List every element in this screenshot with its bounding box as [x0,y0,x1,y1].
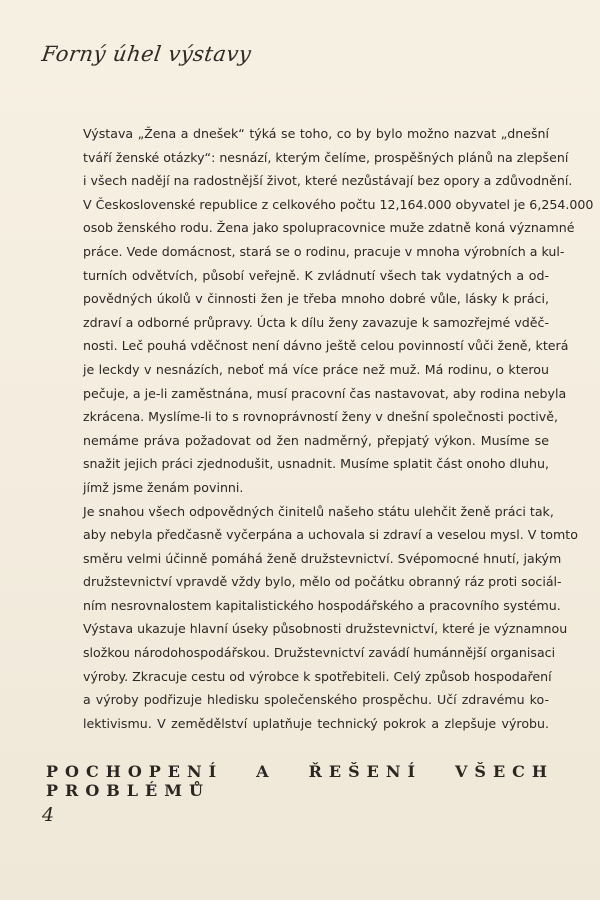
body-line: osob ženského rodu. Žena jako spolupracovnice muže zdatně koná významné [83,220,575,236]
body-line: povědných úkolů v činnosti žen je třeba mnoho dobré vůle, lásky k práci, [83,291,549,307]
footer-title-word: PROBLÉMŮ [46,781,210,800]
body-line: tváří ženské otázky“: nesnází, kterým čelíme, prospěšných plánů na zlepšení [83,149,569,165]
body-line: směru velmi účinně pomáhá ženě družstevnictví. Svépomocné hnutí, jakým [83,550,562,566]
body-line: práce. Vede domácnost, stará se o rodinu, pracuje v mnoha výrobních a kul- [83,243,565,259]
body-line: ním nesrovnalostem kapitalistického hospodářského a pracovního systému. [83,597,561,613]
body-line: výroby. Zkracuje cestu od výrobce k spotřebiteli. Celý způsob hospodaření [83,668,552,684]
body-line: pečuje, a je-li zaměstnána, musí pracovní čas nastavovat, aby rodina nebyla [83,385,567,401]
body-line: jímž jsme ženám povinni. [83,479,244,495]
body-line: zdraví a odborné průpravy. Úcta k dílu ženy zavazuje k samozřejmé vděč- [83,314,549,330]
body-line: V Československé republice z celkového počtu 12,164.000 obyvatel je 6,254.000 [83,196,594,212]
body-line: Výstava ukazuje hlavní úseky působnosti družstevnictví, které je významnou [83,621,568,637]
body-line: nosti. Leč pouhá vděčnost není dávno ještě celou povinností vůči ženě, která [83,338,569,354]
footer-title-word: ŘEŠENÍ [308,762,422,781]
body-line: a výroby podřizuje hledisku společenského prospěchu. Učí zdravému ko- [83,692,549,708]
body-line: aby nebyla předčasně vyčerpána a uchovala si zdraví a veselou mysl. V tomto [83,527,578,543]
body-line: nemáme práva požadovat od žen nadměrný, přepjatý výkon. Musíme se [83,432,549,448]
page-number: 4 [42,804,55,826]
body-line: i všech nadějí na radostnější život, které nezůstávají bez opory a zdůvodnění. [83,173,573,189]
footer-title-word: VŠECH [454,762,554,781]
footer-title-word: A [256,762,276,781]
body-line: snažit jejich práci zjednodušit, usnadnit. Musíme splatit část onoho dluhu, [83,456,549,472]
body-text [83,122,594,735]
footer-title [46,762,554,800]
body-line: zkrácena. Myslíme-li to s rovnoprávností ženy v dnešní společnosti poctivě, [83,409,559,425]
body-line: družstevnictví vpravdě vždy bylo, mělo od počátku obranný ráz proti sociál- [83,574,562,590]
body-line: lektivismu. V zemědělství uplatňuje technický pokrok a zlepšuje výrobu. [83,715,549,731]
body-line: Je snahou všech odpovědných činitelů našeho státu ulehčit ženě práci tak, [83,503,554,519]
section-heading: Forný úhel výstavy [40,42,253,66]
body-line: složkou národohospodářskou. Družstevnictví zavádí humánnější organisaci [83,645,556,661]
footer-title-word: POCHOPENÍ [46,762,224,781]
body-line: je leckdy v nesnázích, neboť má více práce než muž. Má rodinu, o kterou [83,361,549,377]
body-line: turních odvětvích, působí veřejně. K zvládnutí všech tak vydatných a od- [83,267,549,283]
body-line: Výstava „Žena a dnešek“ týká se toho, co by bylo možno nazvat „dnešní [83,126,549,141]
